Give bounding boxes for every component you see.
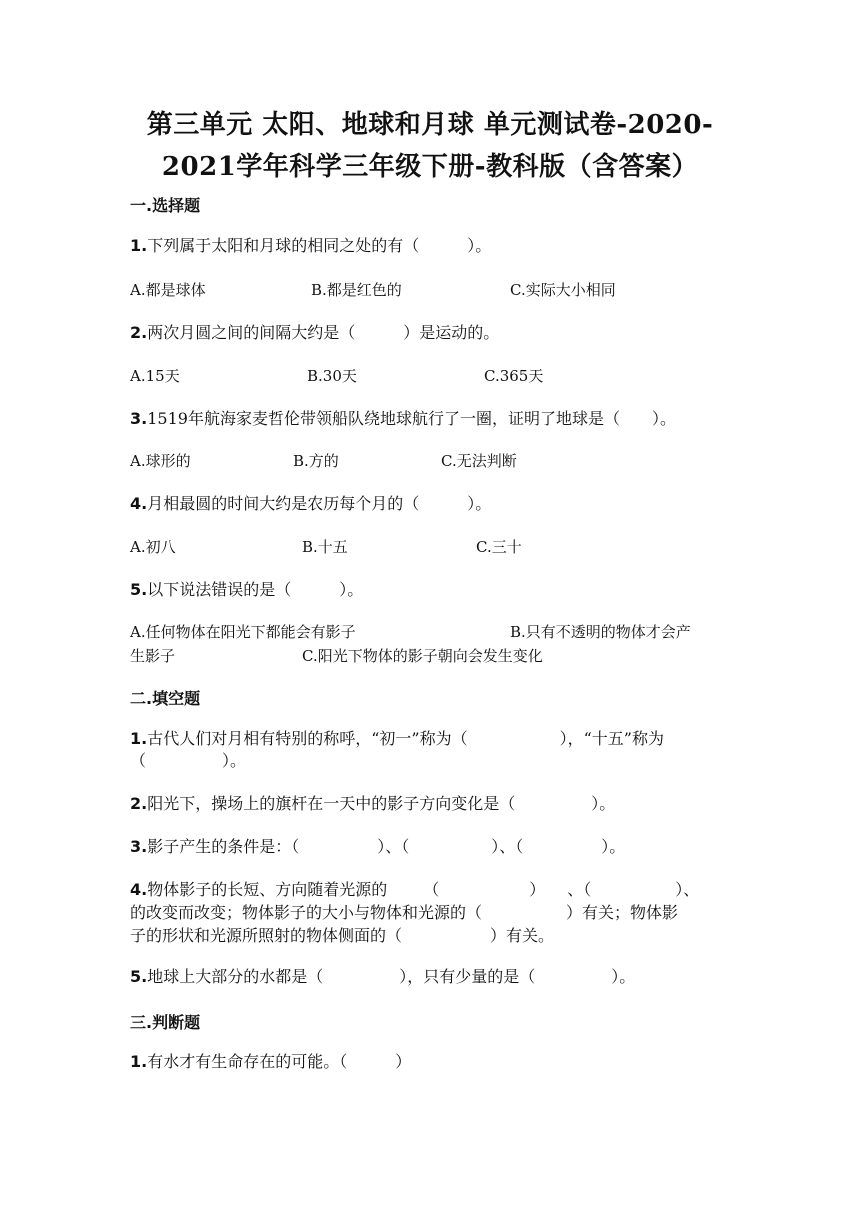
question-text: （ xyxy=(423,880,440,899)
option-a: A.都是球体 xyxy=(130,281,206,299)
question-number: 3. xyxy=(130,409,148,428)
question-number: 5. xyxy=(130,580,148,599)
question-text: ）、（ xyxy=(377,837,410,856)
question-number: 4. xyxy=(130,494,148,513)
question-text: ）有关。 xyxy=(490,926,555,945)
question-text: 古代人们对月相有特别的称呼，“初一”称为（ xyxy=(147,729,468,748)
question-text: 下列属于太阳和月球的相同之处的有（ ）。 xyxy=(147,236,492,255)
choice-question-3 xyxy=(130,406,676,432)
option-b: B.只有不透明的物体才会产 xyxy=(510,623,691,641)
option-c: C.阳光下物体的影子朝向会发生变化 xyxy=(302,647,543,665)
question-text: 1519年航海家麦哲伦带领船队绕地球航行了一圈，证明了地球是（ ）。 xyxy=(147,409,676,428)
question-text: 物体影子的长短、方向随着光源的 xyxy=(147,880,388,899)
question-text: ）、（ xyxy=(491,837,524,856)
question-text: 、（ xyxy=(567,880,592,899)
question-text: 阳光下，操场上的旗杆在一天中的影子方向变化是（ xyxy=(147,794,516,813)
question-text: ），只有少量的是（ xyxy=(399,967,536,986)
question-text: 的改变而改变；物体影子的大小与物体和光源的（ xyxy=(130,903,483,922)
title-line-2: 2021学年科学三年级下册-教科版（含答案） xyxy=(161,152,699,182)
choice-question-2 xyxy=(130,320,499,346)
option-c: C.实际大小相同 xyxy=(510,281,616,299)
question-number: 1. xyxy=(130,1052,148,1071)
question-text: 月相最圆的时间大约是农历每个月的（ ）。 xyxy=(147,494,492,513)
fill-question-5 xyxy=(130,964,635,990)
question-text: 子的形状和光源所照射的物体侧面的（ xyxy=(130,926,403,945)
choice-question-1 xyxy=(130,233,491,259)
option-b: B.30天 xyxy=(307,367,357,385)
option-b: B.方的 xyxy=(293,452,339,470)
question-text: 地球上大部分的水都是（ xyxy=(147,967,324,986)
option-c: C.365天 xyxy=(484,367,544,385)
question-text: ）、 xyxy=(675,880,700,899)
option-b-continued: 生影子 xyxy=(130,647,176,665)
question-text: ）。 xyxy=(591,794,616,813)
question-text: 影子产生的条件是：（ xyxy=(147,837,300,856)
option-b: B.十五 xyxy=(302,538,348,556)
fill-question-2 xyxy=(130,791,615,817)
question-text: ），“十五”称为 xyxy=(559,729,664,748)
option-a: A.任何物体在阳光下都能会有影子 xyxy=(130,623,356,641)
option-a: A.球形的 xyxy=(130,452,191,470)
option-a: A.15天 xyxy=(130,367,180,385)
fill-question-3 xyxy=(130,834,625,860)
fill-question-4-line-3 xyxy=(130,923,554,949)
question-text: ）。 xyxy=(611,967,636,986)
fill-question-1-line-2 xyxy=(130,748,246,774)
section-heading-fill: 二.填空题 xyxy=(130,689,201,708)
question-text: 两次月圆之间的间隔大约是（ ）是运动的。 xyxy=(147,323,500,342)
question-number: 1. xyxy=(130,729,148,748)
option-a: A.初八 xyxy=(130,538,176,556)
question-number: 4. xyxy=(130,880,148,899)
question-text: ） xyxy=(529,880,546,899)
question-number: 5. xyxy=(130,967,148,986)
section-heading-judge: 三.判断题 xyxy=(130,1013,201,1032)
section-heading-choice: 一.选择题 xyxy=(130,196,201,215)
question-text: 以下说法错误的是（ ）。 xyxy=(147,580,364,599)
question-text: ）。 xyxy=(601,837,626,856)
option-b: B.都是红色的 xyxy=(311,281,402,299)
option-c: C.三十 xyxy=(476,538,522,556)
question-text: ）有关；物体影 xyxy=(566,903,679,922)
choice-question-4 xyxy=(130,491,491,517)
judge-question-1 xyxy=(130,1049,411,1075)
title-line-1: 第三单元 太阳、地球和月球 单元测试卷-2020- xyxy=(146,110,714,140)
question-number: 2. xyxy=(130,794,148,813)
question-number: 3. xyxy=(130,837,148,856)
question-number: 2. xyxy=(130,323,148,342)
question-text: （ xyxy=(130,751,147,770)
document-title xyxy=(110,104,750,188)
option-c: C.无法判断 xyxy=(441,452,517,470)
question-text: ）。 xyxy=(222,751,247,770)
question-number: 1. xyxy=(130,236,148,255)
question-text: 有水才有生命存在的可能。（ ） xyxy=(147,1052,412,1071)
choice-question-5 xyxy=(130,577,363,603)
